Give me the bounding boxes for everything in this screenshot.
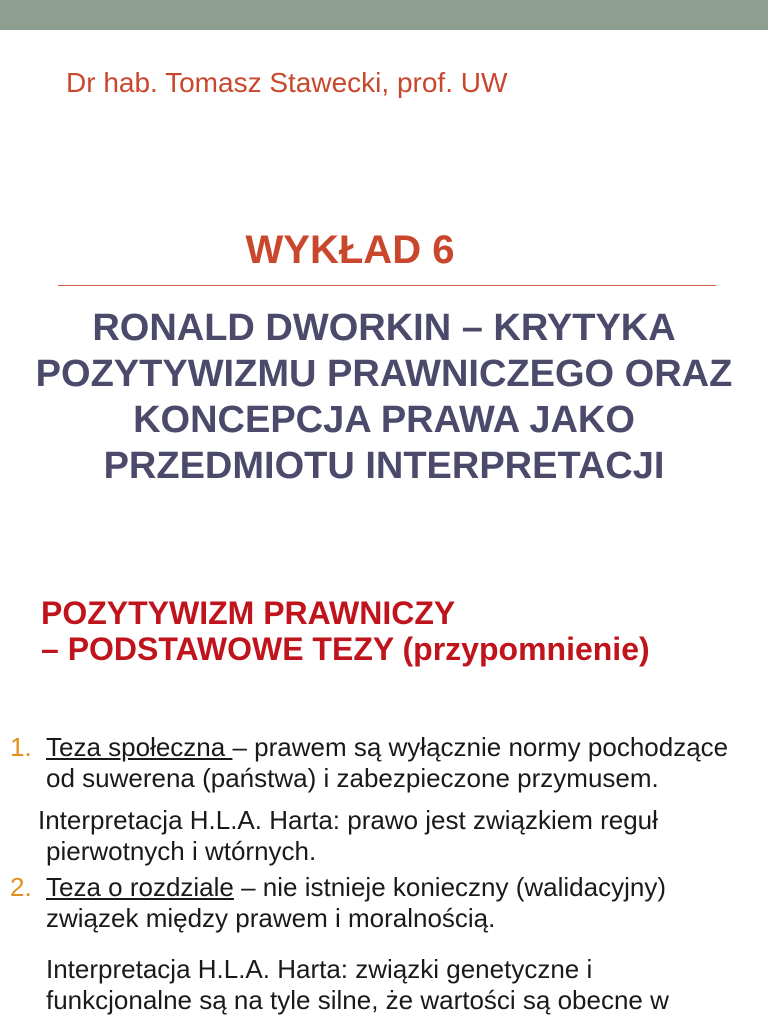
title-divider [58,285,716,286]
thesis-description: – nie istnieje konieczny (walidacyjny) [233,872,666,902]
subtitle-line: RONALD DWORKIN – KRYTYKA [92,307,676,349]
lecture-title: WYKŁAD 6 [245,228,455,272]
thesis-item-1 [0,732,768,794]
section-heading-line: POZYTYWIZM PRAWNICZY [41,595,456,631]
thesis-line: związek między prawem i moralnością. [46,903,496,933]
thesis-description: – prawem są wyłącznie normy pochodzące [232,732,729,762]
thesis-line [0,732,768,763]
thesis-line [0,872,768,903]
section-heading [41,595,650,667]
subtitle-line: POZYTYWIZMU PRAWNICZEGO ORAZ [35,353,733,395]
interpretation-line: Interpretacja H.L.A. Harta: prawo jest związkiem reguł [38,805,658,835]
top-bar [0,0,768,30]
thesis-line: od suwerena (państwa) i zabezpieczone przymusem. [46,763,659,793]
list-number: 1. [10,732,32,762]
thesis-interpretation-1 [0,805,768,867]
list-number: 2. [10,872,32,902]
thesis-term: Teza o rozdziale [46,872,234,902]
interpretation-line: pierwotnych i wtórnych. [46,836,317,866]
thesis-term: Teza społeczna [46,732,233,762]
subtitle-line: KONCEPCJA PRAWA JAKO [133,399,635,441]
lecture-subtitle [0,305,768,489]
thesis-interpretation-2 [0,954,768,1016]
thesis-item-2 [0,872,768,934]
subtitle-line: PRZEDMIOTU INTERPRETACJI [103,445,665,487]
author-name: Dr hab. Tomasz Stawecki, prof. UW [66,67,508,98]
interpretation-line: Interpretacja H.L.A. Harta: związki genetyczne i [46,954,593,984]
section-heading-line: – PODSTAWOWE TEZY (przypomnienie) [41,631,650,667]
interpretation-line: funkcjonalne są na tyle silne, że wartości są obecne w [46,985,669,1015]
